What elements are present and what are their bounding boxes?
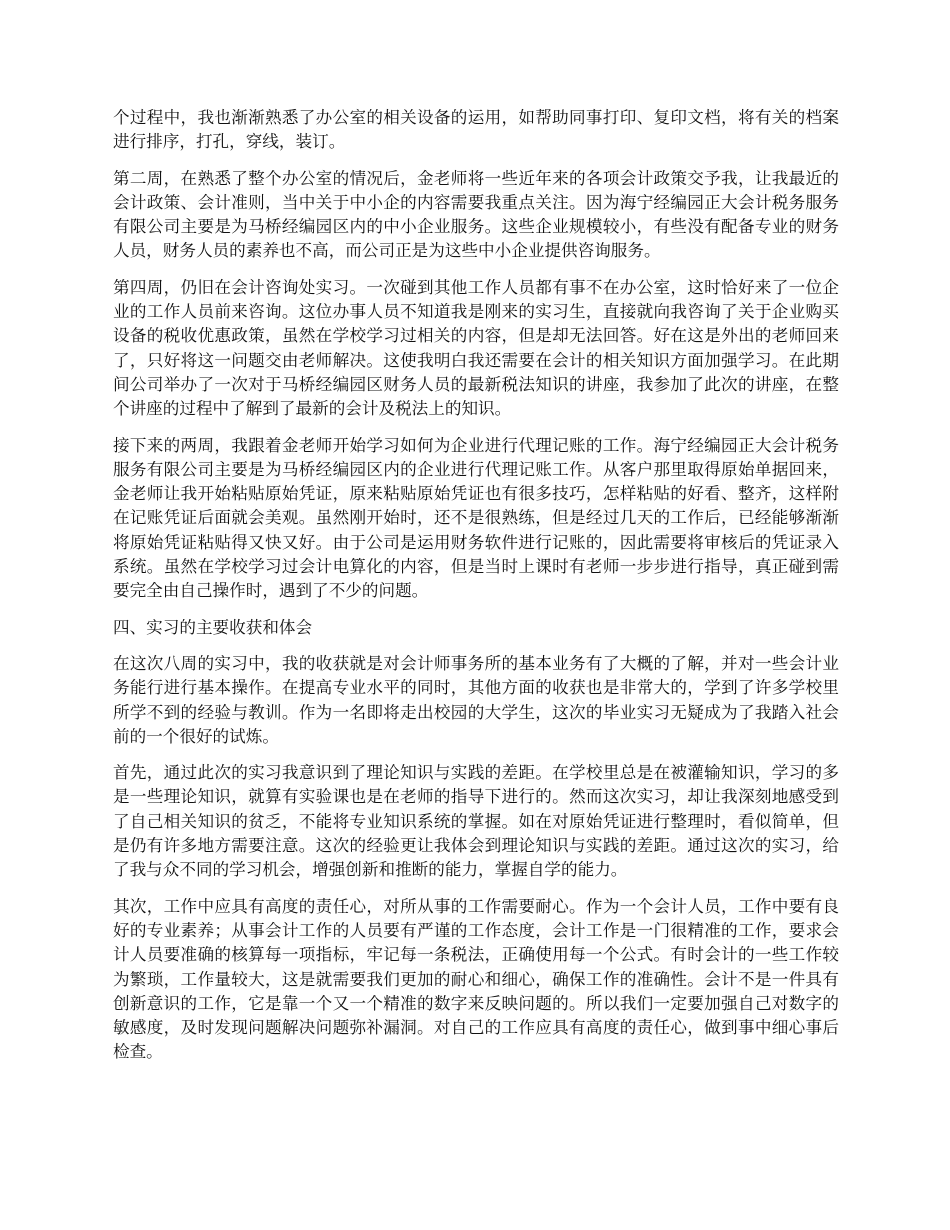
paragraph-office-equipment: 个过程中，我也渐渐熟悉了办公室的相关设备的运用，如帮助同事打印、复印文档，将有关的档案进行排序，打孔，穿线，装订。 bbox=[113, 108, 839, 152]
paragraph-week-two: 第二周，在熟悉了整个办公室的情况后，金老师将一些近年来的各项会计政策交予我，让我最近的会计政策、会计准则，当中关于中小企的内容需要我重点关注。因为海宁经编园正大会计税务服务有限公司主要是为马桥经编园区内的中小企业服务。这些企业规模较小，有些没有配备专业的财务人员，财务人员的素养也不高，而公司正是为这些中小企业提供咨询服务。 bbox=[113, 168, 839, 261]
paragraph-theory-practice: 首先，通过此次的实习我意识到了理论知识与实践的差距。在学校里总是在被灌输知识，学习的多是一些理论知识，就算有实验课也是在老师的指导下进行的。然而这次实习，却让我深刻地感受到了自己相关知识的贫乏，不能将专业知识系统的掌握。如在对原始凭证进行整理时，看似简单，但是仍有许多地方需要注意。这次的经验更让我体会到理论知识与实践的差距。通过这次的实习，给了我与众不同的学习机会，增强创新和推断的能力，掌握自学的能力。 bbox=[113, 763, 839, 880]
section-heading: 四、实习的主要收获和体会 bbox=[113, 617, 313, 637]
paragraph-summary: 在这次八周的实习中，我的收获就是对会计师事务所的基本业务有了大概的了解，并对一些会计业务能行进行基本操作。在提高专业水平的同时，其他方面的收获也是非常大的，学到了许多学校里所学不到的经验与教训。作为一名即将走出校园的大学生，这次的毕业实习无疑成为了我踏入社会前的一个很好的试炼。 bbox=[113, 653, 839, 746]
document-page bbox=[113, 106, 839, 1077]
paragraph-responsibility: 其次，工作中应具有高度的责任心，对所从事的工作需要耐心。作为一个会计人员，工作中要有良好的专业素养；从事会计工作的人员要有严谨的工作态度，会计工作是一门很精准的工作，要求会计人员要准确的核算每一项指标，牢记每一条税法，正确使用每一个公式。有时会计的一些工作较为繁琐，工作量较大，这是就需要我们更加的耐心和细心，确保工作的准确性。会计不是一件具有创新意识的工作，它是靠一个又一个精准的数字来反映问题的。所以我们一定要加强自己对数字的敏感度，及时发现问题解决问题弥补漏洞。对自己的工作应具有高度的责任心，做到事中细心事后检查。 bbox=[113, 896, 839, 1062]
paragraph-week-four: 第四周，仍旧在会计咨询处实习。一次碰到其他工作人员都有事不在办公室，这时恰好来了一位企业的工作人员前来咨询。这位办事人员不知道我是刚来的实习生，直接就向我咨询了关于企业购买设备的税收优惠政策，虽然在学校学习过相关的内容，但是却无法回答。好在这是外出的老师回来了，只好将这一问题交由老师解决。这使我明白我还需要在会计的相关知识方面加强学习。在此期间公司举办了一次对于马桥经编园区财务人员的最新税法知识的讲座，我参加了此次的讲座，在整个讲座的过程中了解到了最新的会计及税法上的知识。 bbox=[113, 277, 839, 419]
paragraph-bookkeeping-weeks: 接下来的两周，我跟着金老师开始学习如何为企业进行代理记账的工作。海宁经编园正大会计税务服务有限公司主要是为马桥经编园区内的企业进行代理记账工作。从客户那里取得原始单据回来，金老师让我开始粘贴原始凭证，原来粘贴原始凭证也有很多技巧，怎样粘贴的好看、整齐，这样附在记账凭证后面就会美观。虽然刚开始时，还不是很熟练，但是经过几天的工作后，已经能够渐渐将原始凭证粘贴得又快又好。由于公司是运用财务软件进行记账的，因此需要将审核后的凭证录入系统。虽然在学校学习过会计电算化的内容，但是当时上课时有老师一步步进行指导，真正碰到需要完全由自己操作时，遇到了不少的问题。 bbox=[113, 435, 839, 601]
